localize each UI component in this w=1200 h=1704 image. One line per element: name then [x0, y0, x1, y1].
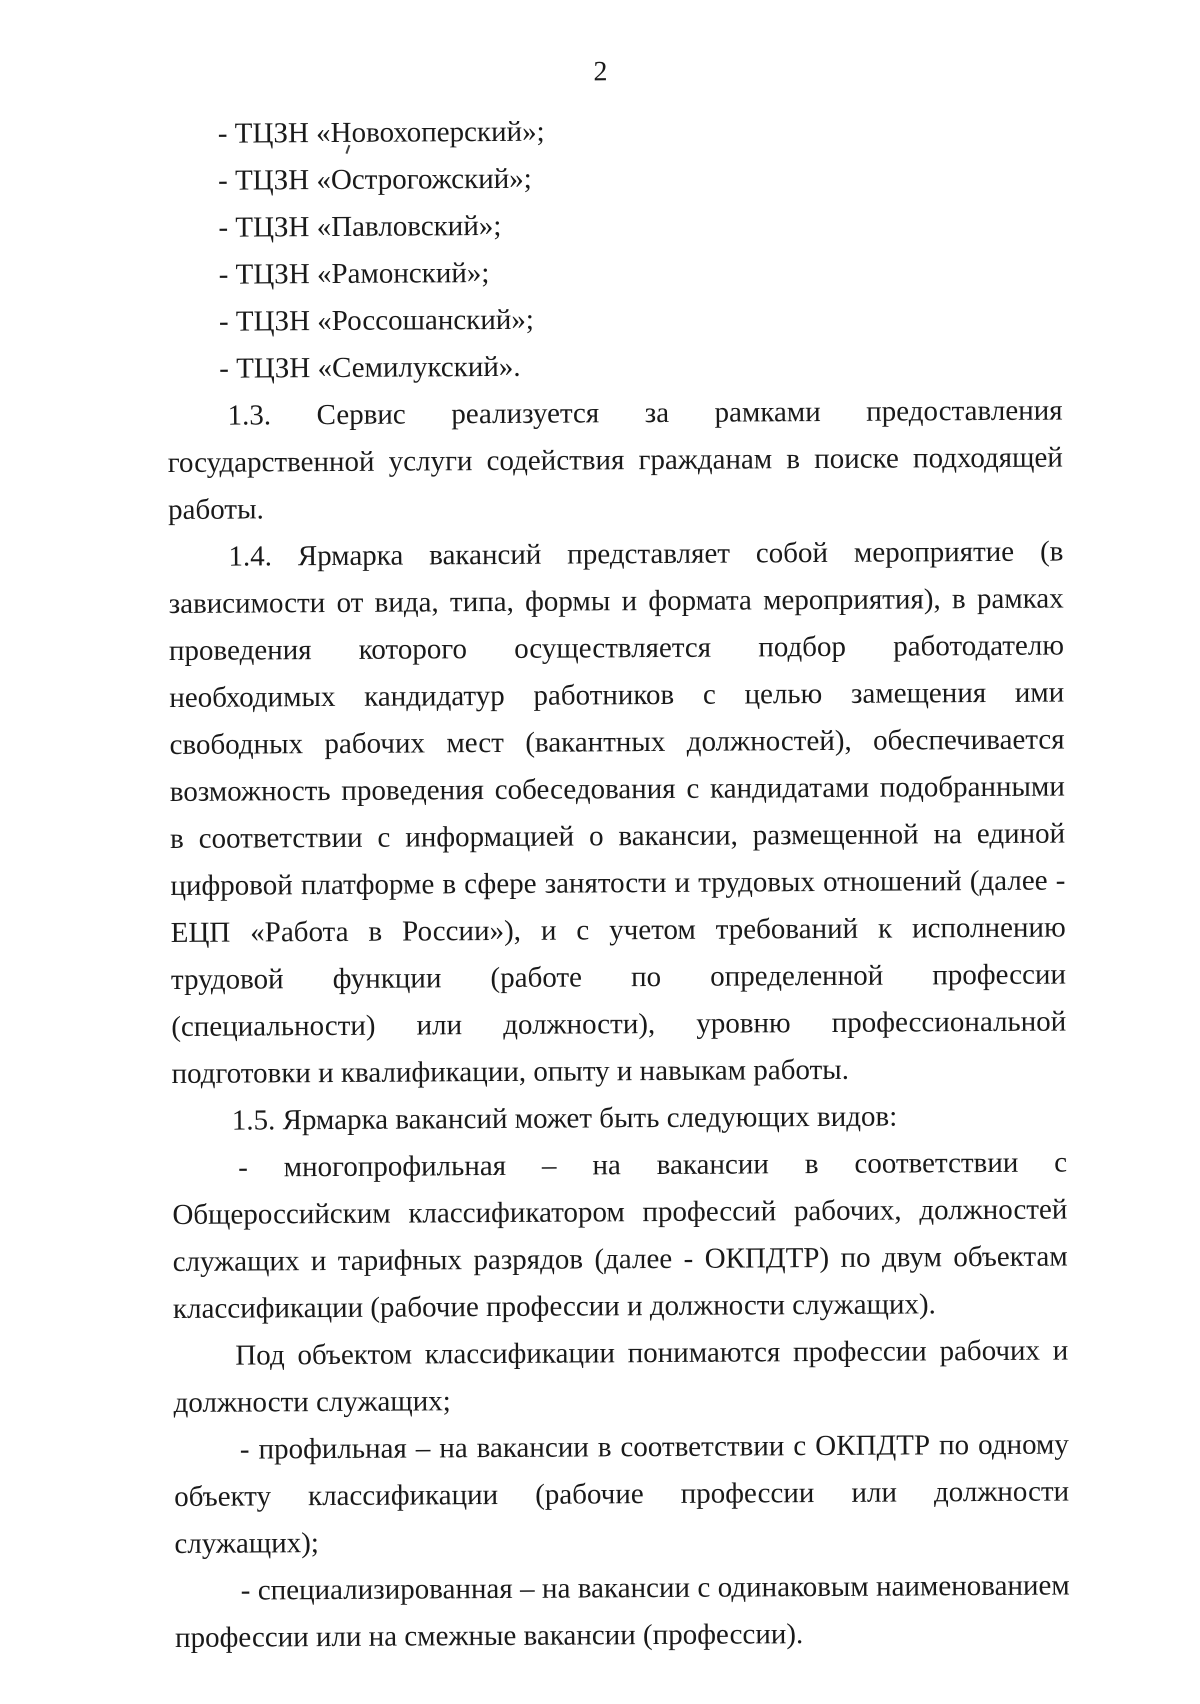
paragraph-multiprofile: - многопрофильная – на вакансии в соответствии с Общероссийским классификатором профессий рабочих, должностей служащих и тарифных разрядов (далее - ОКПДТР) по двум объектам классификации (рабочие профессии и должности служащих). — [172, 1146, 1068, 1325]
list-item: - ТЦЗН «Острогожский»; — [218, 162, 532, 197]
list-item: - ТЦЗН «Рамонский»; — [218, 257, 490, 291]
paragraph-classification-object: Под объектом классификации понимаются профессии рабочих и должности служащих; — [173, 1334, 1069, 1419]
paragraph-specialized: - специализированная – на вакансии с одинаковым наименованием профессии или на смежные вакансии (профессии). — [174, 1569, 1070, 1654]
document-body — [166, 106, 1070, 1662]
page-number: 2 — [593, 56, 608, 88]
list-item: - ТЦЗН «Семилукский». — [219, 350, 521, 385]
center-list — [166, 106, 1063, 393]
paragraph-1-5: 1.5. Ярмарка вакансий может быть следующих видов: — [231, 1100, 898, 1137]
paragraph-1-3: 1.3. Сервис реализуется за рамками предоставления государственной услуги содействия гражданам в поиске подходящей работы. — [167, 394, 1063, 526]
list-item: - ТЦЗН «Павловский»; — [218, 209, 502, 244]
list-item: - ТЦЗН «Россошанский»; — [218, 303, 534, 338]
paragraph-1-4: 1.4. Ярмарка вакансий представляет собой мероприятие (в зависимости от вида, типа, формы и формата мероприятия), в рамках проведения которого осуществляется подбор работодателю необходимых кандидатур работников с целью замещения ими свободных рабочих мест (вакантных должностей), обеспечивается возможность проведения собеседования с кандидатами подобранными в соответствии с информацией о вакансии, размещенной на единой цифровой платформе в сфере занятости и трудовых отношений (далее - ЕЦП «Работа в России»), и с учетом требований к исполнению трудовой функции (работе по определенной профессии (специальности) или должности), уровню профессиональной подготовки и квалификации, опыту и навыкам работы. — [168, 535, 1067, 1090]
paragraph-profile: - профильная – на вакансии в соответствии с ОКПДТР по одному объекту классификации (рабочие профессии или должности служащих); — [174, 1428, 1070, 1560]
list-item: - ТЦЗН «Новохоперский»; — [217, 115, 545, 150]
